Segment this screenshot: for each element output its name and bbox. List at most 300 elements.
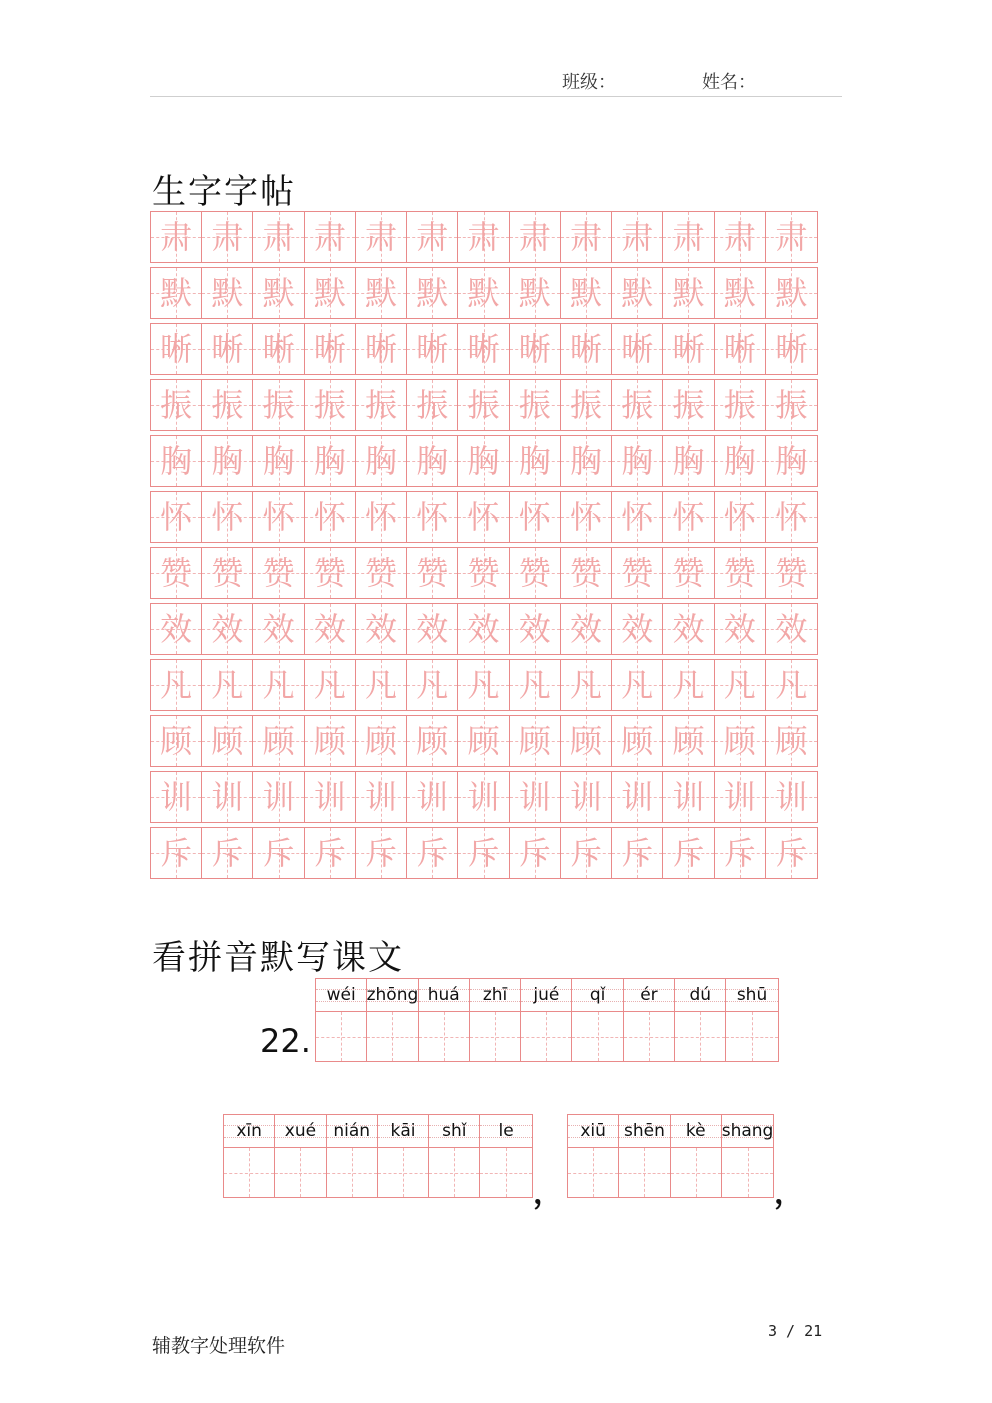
practice-glyph: 振 bbox=[775, 386, 808, 424]
pinyin-cell bbox=[624, 979, 675, 1061]
writing-box[interactable] bbox=[619, 1148, 669, 1197]
practice-glyph: 默 bbox=[211, 274, 244, 312]
practice-glyph: 默 bbox=[672, 274, 705, 312]
writing-box[interactable] bbox=[572, 1012, 622, 1061]
practice-glyph: 默 bbox=[723, 274, 756, 312]
practice-glyph: 赞 bbox=[467, 554, 500, 592]
practice-glyph: 振 bbox=[723, 386, 756, 424]
practice-glyph: 顾 bbox=[313, 722, 346, 760]
practice-cell bbox=[253, 380, 304, 430]
practice-row bbox=[150, 827, 818, 879]
practice-cell bbox=[458, 268, 509, 318]
pinyin-text: qǐ bbox=[589, 985, 606, 1005]
practice-glyph: 肃 bbox=[723, 218, 756, 256]
practice-cell bbox=[151, 324, 202, 374]
practice-cell bbox=[561, 716, 612, 766]
practice-cell bbox=[510, 716, 561, 766]
practice-cell bbox=[510, 828, 561, 878]
practice-glyph: 训 bbox=[211, 778, 244, 816]
practice-glyph: 斥 bbox=[467, 834, 500, 872]
writing-box[interactable] bbox=[316, 1012, 366, 1061]
practice-cell bbox=[510, 772, 561, 822]
pinyin-cell bbox=[521, 979, 572, 1061]
practice-cell bbox=[510, 268, 561, 318]
practice-cell bbox=[561, 324, 612, 374]
pinyin-cell bbox=[316, 979, 367, 1061]
practice-glyph: 晰 bbox=[621, 330, 654, 368]
practice-glyph: 怀 bbox=[569, 498, 602, 536]
pinyin-cell bbox=[327, 1115, 378, 1197]
practice-cell bbox=[715, 828, 766, 878]
pinyin-cell bbox=[378, 1115, 429, 1197]
practice-glyph: 晰 bbox=[672, 330, 705, 368]
practice-cell bbox=[766, 268, 817, 318]
practice-glyph: 训 bbox=[467, 778, 500, 816]
practice-glyph: 默 bbox=[569, 274, 602, 312]
practice-cell bbox=[766, 604, 817, 654]
practice-cell bbox=[458, 604, 509, 654]
practice-cell bbox=[458, 380, 509, 430]
practice-glyph: 胸 bbox=[775, 442, 808, 480]
practice-row bbox=[150, 491, 818, 543]
practice-cell bbox=[663, 660, 714, 710]
pinyin-label-area bbox=[378, 1115, 428, 1148]
practice-cell bbox=[715, 212, 766, 262]
practice-cell bbox=[510, 380, 561, 430]
practice-cell bbox=[407, 772, 458, 822]
pinyin-text: shang bbox=[721, 1121, 774, 1141]
practice-cell bbox=[407, 548, 458, 598]
practice-cell bbox=[766, 436, 817, 486]
practice-cell bbox=[766, 828, 817, 878]
practice-cell bbox=[612, 380, 663, 430]
practice-glyph: 肃 bbox=[160, 218, 193, 256]
practice-glyph: 肃 bbox=[416, 218, 449, 256]
practice-glyph: 晰 bbox=[467, 330, 500, 368]
pinyin-cell bbox=[224, 1115, 275, 1197]
practice-glyph: 默 bbox=[416, 274, 449, 312]
practice-glyph: 胸 bbox=[313, 442, 346, 480]
practice-cell bbox=[253, 660, 304, 710]
practice-cell bbox=[561, 268, 612, 318]
practice-cell bbox=[663, 772, 714, 822]
practice-cell bbox=[356, 548, 407, 598]
practice-cell bbox=[663, 716, 714, 766]
practice-row bbox=[150, 547, 818, 599]
practice-glyph: 胸 bbox=[416, 442, 449, 480]
practice-glyph: 胸 bbox=[211, 442, 244, 480]
pinyin-label-area bbox=[521, 979, 571, 1012]
practice-cell bbox=[663, 380, 714, 430]
practice-glyph: 训 bbox=[569, 778, 602, 816]
practice-glyph: 赞 bbox=[416, 554, 449, 592]
practice-cell bbox=[458, 716, 509, 766]
practice-cell bbox=[766, 548, 817, 598]
practice-glyph: 胸 bbox=[621, 442, 654, 480]
practice-cell bbox=[510, 604, 561, 654]
practice-cell bbox=[305, 492, 356, 542]
pinyin-cell bbox=[572, 979, 623, 1061]
practice-cell bbox=[561, 660, 612, 710]
practice-glyph: 胸 bbox=[672, 442, 705, 480]
practice-glyph: 赞 bbox=[160, 554, 193, 592]
pinyin-text: nián bbox=[333, 1121, 371, 1141]
pinyin-text: ér bbox=[640, 985, 658, 1005]
writing-box[interactable] bbox=[275, 1148, 325, 1197]
pinyin-text: le bbox=[498, 1121, 514, 1141]
practice-glyph: 默 bbox=[313, 274, 346, 312]
practice-glyph: 胸 bbox=[262, 442, 295, 480]
practice-cell bbox=[663, 548, 714, 598]
practice-glyph: 肃 bbox=[518, 218, 551, 256]
page-number: 3 / 21 bbox=[768, 1322, 823, 1340]
practice-glyph: 顾 bbox=[672, 722, 705, 760]
practice-row bbox=[150, 435, 818, 487]
practice-cell bbox=[305, 604, 356, 654]
practice-glyph: 凡 bbox=[416, 666, 449, 704]
practice-cell bbox=[356, 716, 407, 766]
practice-glyph: 斥 bbox=[621, 834, 654, 872]
practice-row bbox=[150, 715, 818, 767]
practice-cell bbox=[715, 324, 766, 374]
practice-glyph: 肃 bbox=[262, 218, 295, 256]
practice-glyph: 晰 bbox=[723, 330, 756, 368]
lesson-number: 22. bbox=[260, 1022, 311, 1060]
practice-cell bbox=[356, 660, 407, 710]
practice-glyph: 怀 bbox=[365, 498, 398, 536]
practice-cell bbox=[510, 660, 561, 710]
pinyin-label-area bbox=[480, 1115, 531, 1148]
pinyin-cell bbox=[480, 1115, 531, 1197]
practice-glyph: 晰 bbox=[313, 330, 346, 368]
practice-glyph: 效 bbox=[467, 610, 500, 648]
practice-cell bbox=[715, 716, 766, 766]
practice-glyph: 振 bbox=[621, 386, 654, 424]
practice-cell bbox=[305, 268, 356, 318]
practice-cell bbox=[253, 436, 304, 486]
practice-cell bbox=[151, 268, 202, 318]
practice-glyph: 顾 bbox=[621, 722, 654, 760]
practice-glyph: 斥 bbox=[518, 834, 551, 872]
practice-cell bbox=[510, 324, 561, 374]
practice-cell bbox=[253, 268, 304, 318]
practice-glyph: 顾 bbox=[160, 722, 193, 760]
practice-row bbox=[150, 659, 818, 711]
practice-glyph: 效 bbox=[775, 610, 808, 648]
pinyin-cell bbox=[367, 979, 418, 1061]
practice-glyph: 效 bbox=[313, 610, 346, 648]
writing-box[interactable] bbox=[675, 1012, 725, 1061]
practice-glyph: 晰 bbox=[416, 330, 449, 368]
practice-cell bbox=[202, 492, 253, 542]
practice-cell bbox=[715, 660, 766, 710]
practice-glyph: 振 bbox=[416, 386, 449, 424]
practice-cell bbox=[202, 828, 253, 878]
practice-glyph: 凡 bbox=[211, 666, 244, 704]
practice-glyph: 肃 bbox=[775, 218, 808, 256]
practice-cell bbox=[663, 324, 714, 374]
pinyin-cell bbox=[671, 1115, 722, 1197]
practice-cell bbox=[151, 716, 202, 766]
practice-glyph: 赞 bbox=[211, 554, 244, 592]
practice-cell bbox=[151, 828, 202, 878]
practice-glyph: 效 bbox=[365, 610, 398, 648]
practice-glyph: 效 bbox=[518, 610, 551, 648]
practice-glyph: 默 bbox=[160, 274, 193, 312]
writing-box[interactable] bbox=[378, 1148, 428, 1197]
writing-box[interactable] bbox=[419, 1012, 469, 1061]
practice-row bbox=[150, 603, 818, 655]
name-label: 姓名： bbox=[702, 72, 756, 93]
practice-cell bbox=[458, 548, 509, 598]
practice-glyph: 训 bbox=[775, 778, 808, 816]
practice-glyph: 肃 bbox=[672, 218, 705, 256]
practice-cell bbox=[151, 436, 202, 486]
practice-glyph: 效 bbox=[723, 610, 756, 648]
practice-cell bbox=[561, 380, 612, 430]
practice-glyph: 训 bbox=[262, 778, 295, 816]
practice-glyph: 效 bbox=[262, 610, 295, 648]
practice-cell bbox=[202, 268, 253, 318]
practice-glyph: 胸 bbox=[467, 442, 500, 480]
practice-cell bbox=[561, 772, 612, 822]
practice-glyph: 怀 bbox=[262, 498, 295, 536]
pinyin-label-area bbox=[419, 979, 469, 1012]
practice-glyph: 晰 bbox=[518, 330, 551, 368]
writing-box[interactable] bbox=[480, 1148, 531, 1197]
pinyin-label-area bbox=[572, 979, 622, 1012]
pinyin-label-area bbox=[671, 1115, 721, 1148]
practice-glyph: 胸 bbox=[518, 442, 551, 480]
practice-cell bbox=[612, 828, 663, 878]
practice-cell bbox=[305, 716, 356, 766]
practice-glyph: 振 bbox=[672, 386, 705, 424]
practice-cell bbox=[458, 436, 509, 486]
writing-box[interactable] bbox=[722, 1148, 773, 1197]
practice-glyph: 效 bbox=[211, 610, 244, 648]
pinyin-text: shǐ bbox=[442, 1121, 467, 1141]
pinyin-label-area bbox=[470, 979, 520, 1012]
practice-cell bbox=[151, 380, 202, 430]
practice-glyph: 默 bbox=[621, 274, 654, 312]
practice-cell bbox=[612, 772, 663, 822]
writing-box[interactable] bbox=[367, 1012, 417, 1061]
pinyin-text: wéi bbox=[326, 985, 356, 1005]
practice-cell bbox=[202, 660, 253, 710]
practice-cell bbox=[458, 492, 509, 542]
writing-box[interactable] bbox=[224, 1148, 274, 1197]
practice-glyph: 振 bbox=[313, 386, 346, 424]
practice-cell bbox=[305, 828, 356, 878]
practice-glyph: 怀 bbox=[160, 498, 193, 536]
practice-glyph: 顾 bbox=[262, 722, 295, 760]
section-title-dictation: 看拼音默写课文 bbox=[152, 938, 404, 978]
pinyin-cell bbox=[429, 1115, 480, 1197]
practice-cell bbox=[253, 212, 304, 262]
practice-cell bbox=[407, 716, 458, 766]
practice-cell bbox=[766, 716, 817, 766]
practice-cell bbox=[356, 212, 407, 262]
writing-box[interactable] bbox=[470, 1012, 520, 1061]
practice-cell bbox=[305, 212, 356, 262]
practice-row bbox=[150, 211, 818, 263]
practice-cell bbox=[612, 548, 663, 598]
practice-cell bbox=[510, 212, 561, 262]
practice-glyph: 晰 bbox=[211, 330, 244, 368]
practice-cell bbox=[202, 772, 253, 822]
pinyin-group-1 bbox=[315, 978, 779, 1062]
practice-cell bbox=[151, 604, 202, 654]
practice-glyph: 肃 bbox=[211, 218, 244, 256]
practice-glyph: 晰 bbox=[365, 330, 398, 368]
practice-cell bbox=[305, 772, 356, 822]
practice-glyph: 顾 bbox=[416, 722, 449, 760]
practice-cell bbox=[561, 604, 612, 654]
writing-box[interactable] bbox=[568, 1148, 618, 1197]
practice-glyph: 凡 bbox=[621, 666, 654, 704]
practice-glyph: 振 bbox=[569, 386, 602, 424]
practice-cell bbox=[151, 492, 202, 542]
practice-cell bbox=[253, 828, 304, 878]
practice-glyph: 默 bbox=[262, 274, 295, 312]
practice-glyph: 怀 bbox=[416, 498, 449, 536]
practice-cell bbox=[305, 380, 356, 430]
pinyin-group-2 bbox=[223, 1114, 533, 1198]
practice-cell bbox=[715, 492, 766, 542]
practice-cell bbox=[612, 716, 663, 766]
practice-glyph: 怀 bbox=[313, 498, 346, 536]
practice-cell bbox=[253, 716, 304, 766]
practice-cell bbox=[458, 324, 509, 374]
practice-glyph: 怀 bbox=[723, 498, 756, 536]
footer-software-name: 辅教字处理软件 bbox=[152, 1335, 286, 1357]
practice-glyph: 胸 bbox=[160, 442, 193, 480]
pinyin-cell bbox=[619, 1115, 670, 1197]
practice-cell bbox=[407, 324, 458, 374]
practice-glyph: 训 bbox=[723, 778, 756, 816]
pinyin-text: dú bbox=[689, 985, 712, 1005]
practice-cell bbox=[561, 828, 612, 878]
pinyin-cell bbox=[470, 979, 521, 1061]
practice-glyph: 赞 bbox=[365, 554, 398, 592]
pinyin-label-area bbox=[316, 979, 366, 1012]
practice-cell bbox=[510, 548, 561, 598]
practice-glyph: 胸 bbox=[569, 442, 602, 480]
practice-glyph: 顾 bbox=[569, 722, 602, 760]
practice-glyph: 斥 bbox=[262, 834, 295, 872]
practice-glyph: 斥 bbox=[569, 834, 602, 872]
practice-glyph: 胸 bbox=[723, 442, 756, 480]
practice-glyph: 赞 bbox=[775, 554, 808, 592]
practice-cell bbox=[151, 212, 202, 262]
practice-cell bbox=[407, 212, 458, 262]
practice-cell bbox=[458, 828, 509, 878]
practice-cell bbox=[510, 492, 561, 542]
practice-glyph: 凡 bbox=[569, 666, 602, 704]
practice-cell bbox=[407, 604, 458, 654]
practice-cell bbox=[766, 660, 817, 710]
pinyin-text: shēn bbox=[624, 1121, 665, 1141]
practice-glyph: 凡 bbox=[672, 666, 705, 704]
practice-cell bbox=[715, 268, 766, 318]
practice-cell bbox=[407, 492, 458, 542]
practice-glyph: 振 bbox=[365, 386, 398, 424]
practice-cell bbox=[612, 492, 663, 542]
writing-box[interactable] bbox=[521, 1012, 571, 1061]
practice-cell bbox=[612, 604, 663, 654]
practice-cell bbox=[253, 492, 304, 542]
practice-cell bbox=[663, 828, 714, 878]
practice-cell bbox=[356, 436, 407, 486]
practice-cell bbox=[305, 548, 356, 598]
practice-cell bbox=[253, 548, 304, 598]
practice-glyph: 振 bbox=[467, 386, 500, 424]
pinyin-text: zhī bbox=[482, 985, 508, 1005]
pinyin-label-area bbox=[624, 979, 674, 1012]
pinyin-cell bbox=[726, 979, 777, 1061]
practice-row bbox=[150, 379, 818, 431]
punctuation-comma-1: ， bbox=[533, 1176, 563, 1211]
practice-glyph: 肃 bbox=[313, 218, 346, 256]
page-header bbox=[150, 62, 842, 97]
practice-cell bbox=[407, 380, 458, 430]
writing-box[interactable] bbox=[726, 1012, 777, 1061]
practice-cell bbox=[356, 604, 407, 654]
practice-cell bbox=[202, 716, 253, 766]
practice-glyph: 怀 bbox=[672, 498, 705, 536]
practice-cell bbox=[305, 324, 356, 374]
practice-glyph: 凡 bbox=[160, 666, 193, 704]
practice-glyph: 效 bbox=[621, 610, 654, 648]
practice-glyph: 肃 bbox=[467, 218, 500, 256]
practice-cell bbox=[715, 604, 766, 654]
practice-cell bbox=[202, 604, 253, 654]
pinyin-group-3 bbox=[567, 1114, 774, 1198]
practice-glyph: 效 bbox=[569, 610, 602, 648]
practice-glyph: 默 bbox=[775, 274, 808, 312]
practice-glyph: 顾 bbox=[467, 722, 500, 760]
pinyin-label-area bbox=[429, 1115, 479, 1148]
pinyin-cell bbox=[675, 979, 726, 1061]
practice-cell bbox=[766, 492, 817, 542]
pinyin-text: xué bbox=[284, 1121, 317, 1141]
practice-glyph: 训 bbox=[621, 778, 654, 816]
practice-cell bbox=[458, 212, 509, 262]
practice-cell bbox=[356, 268, 407, 318]
practice-glyph: 顾 bbox=[211, 722, 244, 760]
practice-glyph: 振 bbox=[160, 386, 193, 424]
practice-cell bbox=[356, 492, 407, 542]
practice-glyph: 凡 bbox=[262, 666, 295, 704]
practice-glyph: 效 bbox=[160, 610, 193, 648]
practice-glyph: 晰 bbox=[775, 330, 808, 368]
writing-box[interactable] bbox=[671, 1148, 721, 1197]
pinyin-text: xiū bbox=[580, 1121, 606, 1141]
practice-glyph: 训 bbox=[160, 778, 193, 816]
practice-cell bbox=[407, 660, 458, 710]
practice-glyph: 赞 bbox=[262, 554, 295, 592]
practice-cell bbox=[202, 436, 253, 486]
practice-glyph: 效 bbox=[672, 610, 705, 648]
pinyin-label-area bbox=[275, 1115, 325, 1148]
practice-glyph: 肃 bbox=[621, 218, 654, 256]
pinyin-cell bbox=[275, 1115, 326, 1197]
writing-box[interactable] bbox=[624, 1012, 674, 1061]
writing-box[interactable] bbox=[327, 1148, 377, 1197]
writing-box[interactable] bbox=[429, 1148, 479, 1197]
pinyin-text: shū bbox=[736, 985, 768, 1005]
class-label: 班级： bbox=[562, 72, 616, 93]
